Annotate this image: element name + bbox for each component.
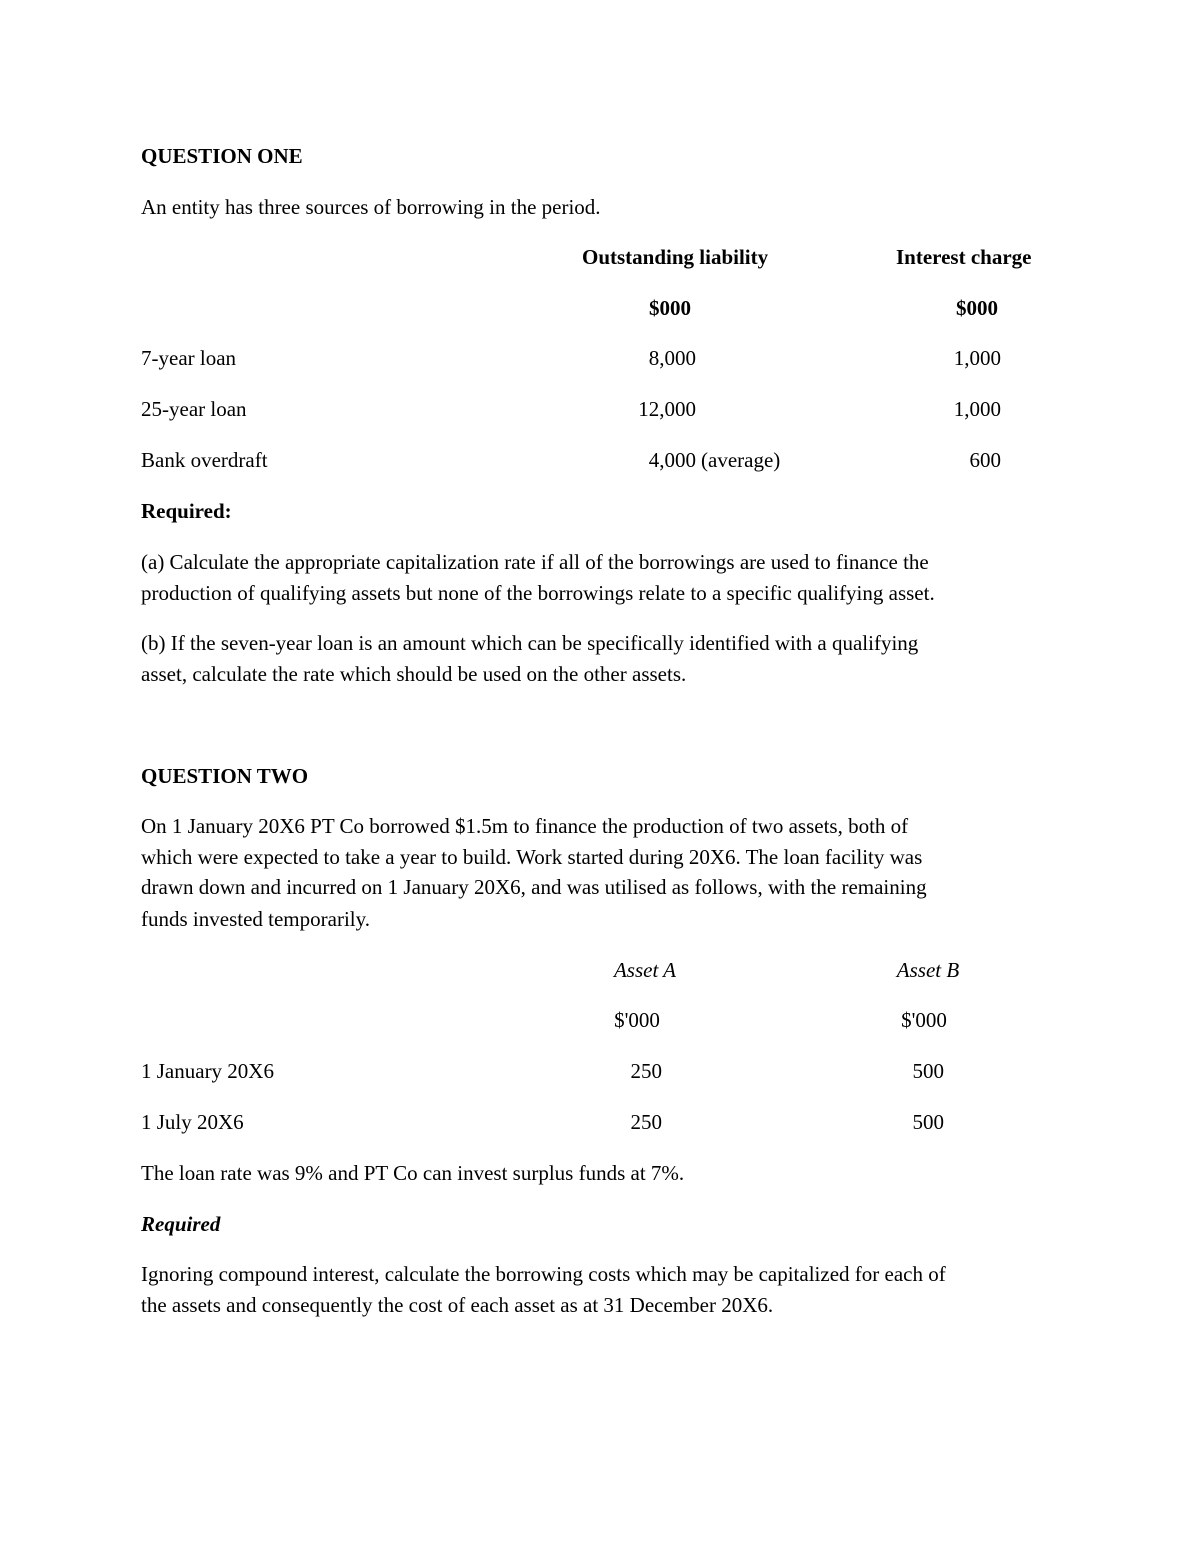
required-label-two: Required: [141, 1212, 221, 1236]
question-one-intro: An entity has three sources of borrowing in the period.: [141, 195, 601, 219]
unit-liability: $000: [649, 296, 691, 320]
question-two-intro-line-2: which were expected to take a year to build. Work started during 20X6. The loan facility was: [141, 845, 923, 869]
row-liability: 4,000: [648, 448, 696, 472]
row-liability: 12,000: [638, 397, 696, 421]
row-interest: 1,000: [953, 346, 1001, 370]
row-asset-b: 500: [912, 1059, 944, 1083]
part-b-line-2: asset, calculate the rate which should be used on the other assets.: [141, 662, 687, 686]
header-interest-charge: Interest charge: [896, 245, 1032, 269]
loan-rate-note: The loan rate was 9% and PT Co can invest surplus funds at 7%.: [141, 1161, 685, 1185]
row-label: 7-year loan: [141, 346, 237, 370]
unit-asset-a: $'000: [614, 1008, 660, 1032]
row-asset-b: 500: [912, 1110, 944, 1134]
header-asset-a: Asset A: [613, 958, 677, 982]
row-asset-a: 250: [630, 1059, 662, 1083]
header-outstanding-liability: Outstanding liability: [582, 245, 769, 269]
row-liability-note: (average): [701, 448, 781, 472]
row-label: 1 July 20X6: [141, 1110, 244, 1134]
row-label: 1 January 20X6: [141, 1059, 274, 1083]
question-two-intro-line-4: funds invested temporarily.: [141, 907, 371, 931]
required-label: Required:: [141, 499, 232, 523]
task-line-1: Ignoring compound interest, calculate the borrowing costs which may be capitalized for each of: [141, 1262, 946, 1286]
question-two-intro-line-1: On 1 January 20X6 PT Co borrowed $1.5m to finance the production of two assets, both of: [141, 814, 909, 838]
row-interest: 1,000: [953, 397, 1001, 421]
row-label: 25-year loan: [141, 397, 247, 421]
question-two-intro-line-3: drawn down and incurred on 1 January 20X6, and was utilised as follows, with the remaining: [141, 875, 927, 899]
header-asset-b: Asset B: [896, 958, 960, 982]
part-a-line-2: production of qualifying assets but none of the borrowings relate to a specific qualifying asset.: [141, 581, 935, 605]
task-line-2: the assets and consequently the cost of each asset as at 31 December 20X6.: [141, 1293, 774, 1317]
part-a-line-1: (a) Calculate the appropriate capitalization rate if all of the borrowings are used to finance the: [141, 550, 929, 574]
unit-interest: $000: [956, 296, 998, 320]
part-b-line-1: (b) If the seven-year loan is an amount which can be specifically identified with a qualifying: [141, 631, 919, 655]
row-asset-a: 250: [630, 1110, 662, 1134]
unit-asset-b: $'000: [901, 1008, 947, 1032]
row-liability: 8,000: [648, 346, 696, 370]
row-label: Bank overdraft: [141, 448, 268, 472]
question-one-heading: QUESTION ONE: [141, 144, 303, 168]
row-interest: 600: [969, 448, 1001, 472]
question-two-heading: QUESTION TWO: [141, 764, 309, 788]
